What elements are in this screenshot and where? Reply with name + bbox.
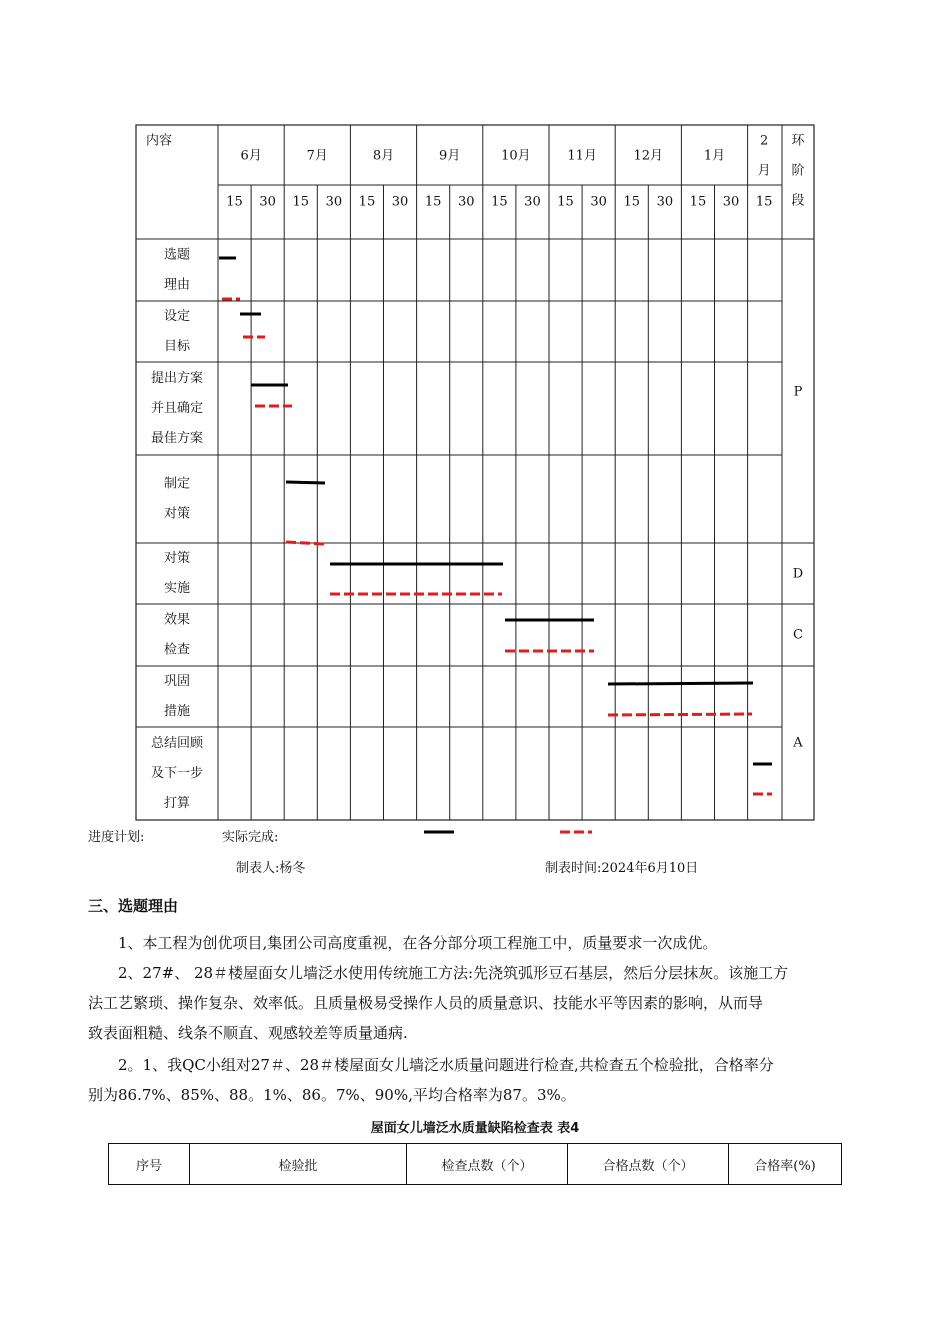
table-header-row bbox=[109, 1144, 842, 1185]
header-content-label: 内容 bbox=[145, 133, 173, 149]
month-label: 12月 bbox=[633, 148, 664, 164]
day-tick-label: 15 bbox=[424, 194, 442, 210]
actual-bar bbox=[286, 542, 324, 544]
paragraph-2-line-2: 法工艺繁琐、操作复杂、效率低。且质量极易受操作人员的质量意识、技能水平等因素的影响，从而导 bbox=[88, 994, 764, 1012]
row-label: 提出方案 bbox=[150, 371, 204, 386]
month-label: 6月 bbox=[240, 148, 262, 164]
actual-bar bbox=[608, 714, 752, 715]
day-tick-label: 15 bbox=[623, 194, 641, 210]
month-label: 10月 bbox=[501, 148, 531, 164]
day-tick-label: 15 bbox=[557, 194, 574, 210]
row-label: 制定 bbox=[163, 476, 191, 492]
table-caption: 屋面女儿墙泛水质量缺陷检查表 表4 bbox=[370, 1121, 580, 1136]
day-tick-label: 15 bbox=[292, 194, 310, 210]
row-label: 总结回顾 bbox=[150, 736, 204, 751]
row-label: 效果 bbox=[163, 612, 191, 628]
day-tick-label: 15 bbox=[689, 194, 707, 210]
row-label: 最佳方案 bbox=[150, 431, 204, 446]
day-tick-label: 30 bbox=[656, 194, 674, 210]
day-tick-label: 30 bbox=[325, 194, 343, 210]
phase-label: A bbox=[793, 735, 803, 751]
paragraph-1: 1、本工程为创优项目,集团公司高度重视，在各分部分项工程施工中，质量要求一次成优。 bbox=[118, 934, 718, 952]
section-heading: 三、选题理由 bbox=[88, 897, 179, 915]
day-tick-label: 15 bbox=[491, 194, 508, 210]
phase-label: D bbox=[792, 566, 804, 582]
day-tick-label: 15 bbox=[358, 194, 376, 210]
header-cell: 检查点数（个） bbox=[407, 1144, 568, 1185]
row-label: 及下一步 bbox=[150, 766, 204, 781]
paragraph-3-line-2: 别为86.7%、85%、88。1%、86。7%、90%,平均合格率为87。3%。 bbox=[88, 1086, 576, 1104]
row-label: 设定 bbox=[163, 309, 191, 324]
month-label: 9月 bbox=[439, 148, 461, 164]
month-label: 7月 bbox=[306, 148, 328, 164]
row-label: 实施 bbox=[163, 581, 191, 596]
gantt-labels bbox=[146, 133, 806, 812]
day-tick-label: 30 bbox=[524, 194, 541, 210]
day-tick-label: 30 bbox=[259, 194, 276, 210]
plan-bar bbox=[286, 482, 325, 483]
row-label: 选题 bbox=[163, 247, 191, 263]
gantt-bars bbox=[219, 258, 772, 832]
phase-label: P bbox=[793, 384, 803, 400]
month-label: 1月 bbox=[703, 148, 726, 164]
plan-bar bbox=[608, 683, 753, 684]
maker-label: 制表人:杨冬 bbox=[236, 861, 306, 876]
phase-label: C bbox=[793, 627, 803, 643]
phase-header-label: 环 bbox=[791, 133, 805, 149]
phase-header-label: 阶 bbox=[791, 163, 805, 179]
paragraph-2-line-1: 2、27#、 28＃楼屋面女儿墙泛水使用传统施工方法:先浇筑弧形豆石基层，然后分层抹灰。该施工方 bbox=[118, 964, 789, 982]
row-label: 对策 bbox=[163, 506, 191, 522]
row-label: 打算 bbox=[163, 796, 191, 811]
month-label: 2 bbox=[760, 133, 769, 149]
month-label: 月 bbox=[757, 163, 771, 179]
row-label: 措施 bbox=[163, 704, 191, 719]
day-tick-label: 30 bbox=[457, 194, 475, 210]
row-label: 对策 bbox=[163, 551, 191, 566]
header-cell: 检验批 bbox=[190, 1144, 407, 1185]
date-label: 制表时间:2024年6月10日 bbox=[545, 861, 699, 876]
month-label: 11月 bbox=[567, 148, 597, 164]
month-label: 8月 bbox=[372, 148, 395, 164]
paragraph-3-line-1: 2。1、我QC小组对27＃、28＃楼屋面女儿墙泛水质量问题进行检查,共检查五个检验批，合格率分 bbox=[118, 1056, 774, 1074]
header-cell: 合格点数（个） bbox=[568, 1144, 729, 1185]
legend-actual-label: 实际完成: bbox=[222, 830, 279, 845]
defect-table bbox=[108, 1143, 842, 1185]
day-tick-label: 15 bbox=[226, 194, 243, 210]
day-tick-label: 15 bbox=[755, 194, 773, 210]
row-label: 理由 bbox=[163, 277, 191, 293]
day-tick-label: 30 bbox=[722, 194, 740, 210]
row-label: 并且确定 bbox=[150, 401, 204, 416]
header-cell: 序号 bbox=[109, 1144, 190, 1185]
row-label: 巩固 bbox=[163, 674, 191, 689]
header-cell: 合格率(%) bbox=[729, 1144, 842, 1185]
day-tick-label: 30 bbox=[391, 194, 409, 210]
paragraph-2-line-3: 致表面粗糙、线条不顺直、观感较差等质量通病. bbox=[88, 1024, 408, 1042]
row-label: 目标 bbox=[163, 339, 191, 354]
row-label: 检查 bbox=[163, 642, 191, 658]
phase-header-label: 段 bbox=[791, 193, 805, 209]
day-tick-label: 30 bbox=[590, 194, 607, 210]
legend-plan-label: 进度计划: bbox=[88, 830, 145, 845]
